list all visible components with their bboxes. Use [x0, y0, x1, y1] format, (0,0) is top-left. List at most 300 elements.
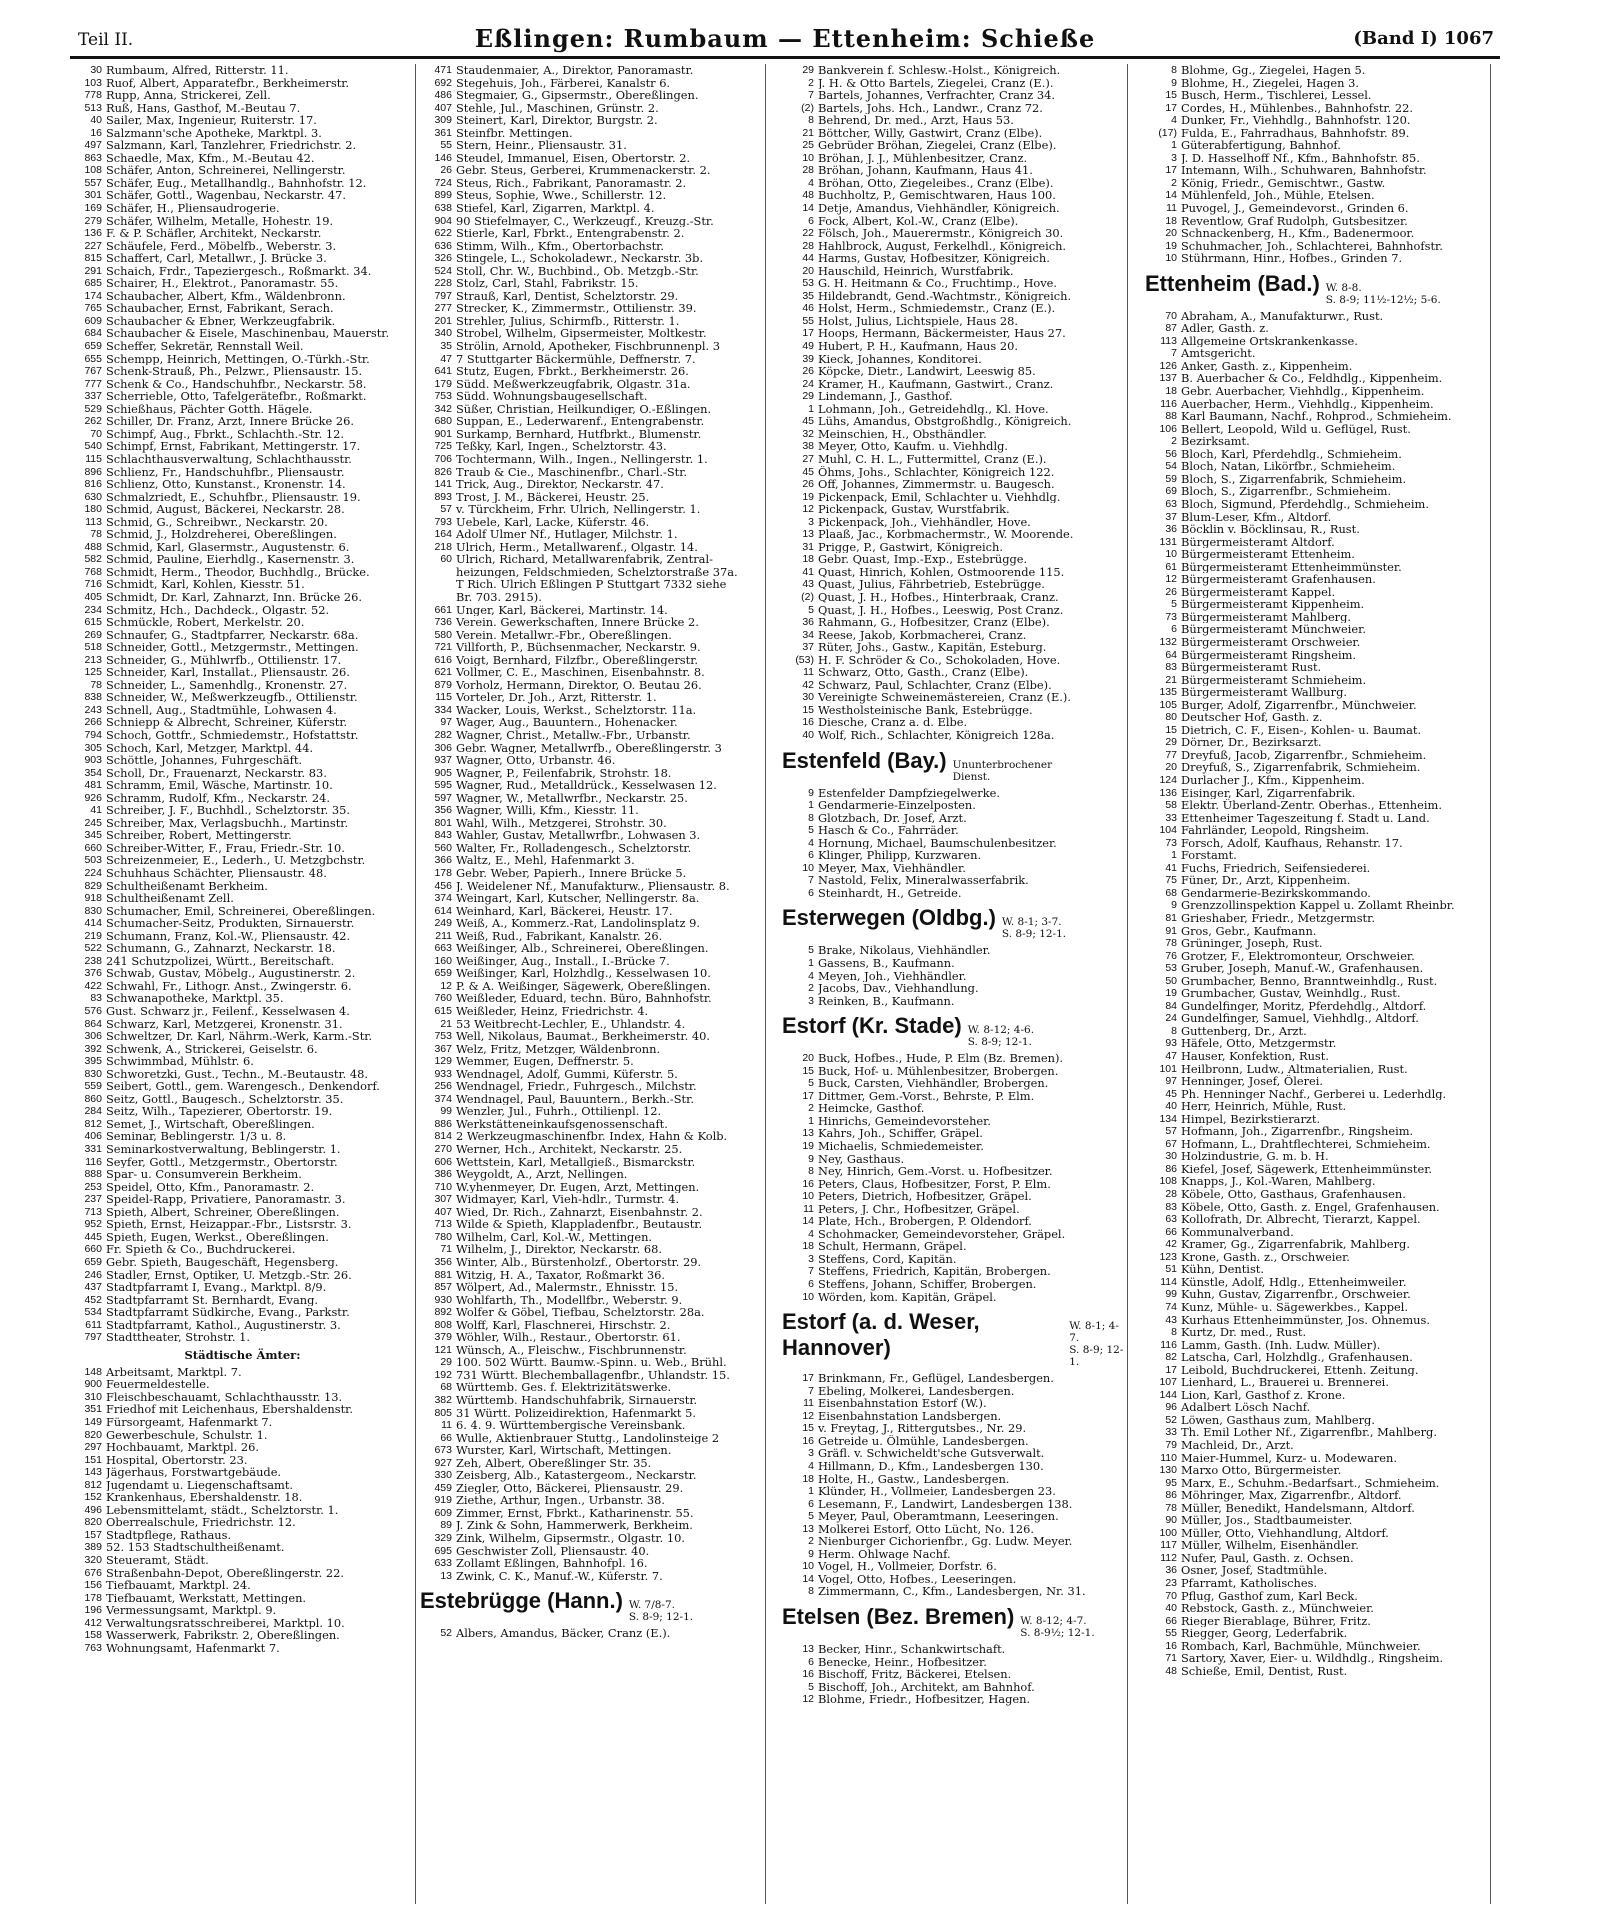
phone-number: 918	[84, 892, 102, 905]
directory-entry	[1145, 774, 1490, 787]
directory-entry	[420, 578, 765, 591]
directory-entry	[782, 127, 1127, 140]
directory-entry	[70, 804, 415, 817]
directory-entry	[70, 591, 415, 604]
entry-text: Kieck, Johannes, Konditorei.	[818, 352, 982, 366]
phone-number: 144	[1159, 1388, 1177, 1401]
directory-entry	[782, 629, 1127, 642]
entry-text: Bellert, Leopold, Wild u. Geflügel, Rust.	[1181, 422, 1411, 436]
entry-text: Kuhn, Gustav, Zigarrenfbr., Orschweier.	[1181, 1288, 1411, 1301]
entry-text: Hornung, Michael, Baumschulenbesitzer.	[818, 836, 1057, 850]
entry-text: Voigt, Bernhard, Filzfbr., Obereßlingerstr.	[456, 653, 699, 667]
directory-entry	[1145, 460, 1490, 473]
directory-entry	[782, 1077, 1127, 1090]
entry-text: Köbele, Otto, Gasthaus, Grafenhausen.	[1181, 1188, 1406, 1201]
directory-entry	[420, 1256, 765, 1269]
entry-text: Bröhan, Johann, Kaufmann, Haus 41.	[818, 164, 1033, 177]
entry-text: 7 Stuttgarter Bäckermühle, Deffnerstr. 7.	[456, 352, 696, 366]
entry-text: Müller, Benedikt, Handelsmann, Altdorf.	[1181, 1501, 1415, 1515]
phone-number: 137	[1159, 372, 1177, 385]
directory-entry	[782, 1485, 1127, 1498]
directory-entry	[1145, 1364, 1490, 1377]
entry-text: Stehle, Jul., Maschinen, Grünstr. 2.	[456, 101, 659, 115]
directory-entry	[1145, 1100, 1490, 1113]
place-name: Estebrügge (Hann.)	[420, 1588, 623, 1614]
entry-text: Lebensmittelamt, städt., Schelztorstr. 1.	[106, 1503, 339, 1517]
phone-number: 1	[1171, 139, 1177, 152]
directory-entry	[1145, 1125, 1490, 1138]
phone-number: 582	[84, 553, 102, 566]
directory-entry	[782, 837, 1127, 850]
entry-text: Albers, Amandus, Bäcker, Cranz (E.).	[456, 1627, 671, 1640]
directory-entry	[1145, 102, 1490, 115]
directory-entry	[70, 1466, 415, 1479]
phone-number: 815	[84, 252, 102, 265]
entry-text: Stadttheater, Strohstr. 1.	[106, 1331, 250, 1344]
directory-entry	[420, 1018, 765, 1031]
directory-entry	[420, 1419, 765, 1432]
entry-text: Fahrländer, Leopold, Ringsheim.	[1181, 824, 1370, 837]
phone-number: 753	[434, 390, 452, 403]
phone-number: 40	[1165, 1100, 1177, 1113]
entry-text: Schieße, Emil, Dentist, Rust.	[1181, 1664, 1348, 1678]
entry-text: Hahlbrock, August, Ferkelhdl., Königreich.	[818, 239, 1067, 253]
entry-text: Cordes, H., Mühlenbes., Bahnhofstr. 22.	[1181, 101, 1413, 115]
directory-entry	[782, 1190, 1127, 1203]
phone-number: 284	[84, 1105, 102, 1118]
phone-number: 3	[808, 1447, 814, 1460]
phone-number: 330	[434, 1469, 452, 1482]
place-heading	[782, 748, 1127, 783]
entry-text: Ph. Henninger Nachf., Gerberei u. Lederhdlg.	[1181, 1087, 1447, 1101]
directory-entry	[1145, 611, 1490, 624]
entry-text: Schneider, Gottl., Metzgermstr., Mettingen.	[106, 641, 359, 654]
phone-number: 67	[1165, 1137, 1177, 1150]
directory-entry	[782, 944, 1127, 957]
phone-number: 933	[434, 1067, 452, 1080]
directory-entry	[1145, 1464, 1490, 1477]
directory-entry	[420, 1627, 765, 1640]
entry-text: Steudel, Immanuel, Eisen, Obertorstr. 2.	[456, 151, 691, 165]
entry-text: Fleischbeschauamt, Schlachthausstr. 13.	[106, 1390, 343, 1404]
phone-number: 1	[808, 1485, 814, 1498]
directory-entry	[782, 1460, 1127, 1473]
directory-entry	[1145, 485, 1490, 498]
directory-entry	[782, 604, 1127, 617]
phone-number: 765	[84, 302, 102, 315]
phone-number: 326	[434, 252, 452, 265]
entry-text: Krankenhaus, Ebershaldenstr. 18.	[106, 1491, 303, 1504]
phone-number: 713	[434, 1218, 452, 1231]
entry-text: Rieger Bierablage, Bührer, Fritz.	[1181, 1614, 1371, 1628]
entry-text: 90 Stiefelmayer, C., Werkzeugf., Kreuzg.-Str.	[456, 214, 714, 228]
directory-entry	[70, 880, 415, 893]
entry-text: Auerbacher, Herm., Viehhdlg., Kippenheim.	[1181, 397, 1434, 411]
phone-number: 7	[808, 89, 814, 102]
directory-entry	[420, 1394, 765, 1407]
entry-text: Wasserwerk, Fabrikstr. 2, Obereßlingen.	[106, 1629, 340, 1642]
directory-entry	[1145, 152, 1490, 165]
phone-number: 21	[440, 1017, 452, 1030]
phone-number: 812	[84, 1478, 102, 1491]
directory-entry	[782, 566, 1127, 579]
phone-number: 180	[84, 503, 102, 516]
entry-text: Westholsteinische Bank, Estebrügge.	[818, 703, 1033, 717]
directory-entry	[1145, 711, 1490, 724]
entry-text: H. F. Schröder & Co., Schokoladen, Hove.	[818, 653, 1061, 667]
phone-number: 903	[84, 754, 102, 767]
entry-text: Strauß, Karl, Dentist, Schelztorstr. 29.	[456, 289, 679, 303]
phone-number: 91	[1165, 924, 1177, 937]
phone-number: 116	[1160, 1338, 1177, 1351]
directory-entry	[70, 315, 415, 328]
phone-number: 497	[84, 139, 102, 152]
directory-entry	[1145, 1075, 1490, 1088]
entry-text: Wolf, Rich., Schlachter, Königreich 128a.	[818, 728, 1055, 742]
phone-number	[420, 566, 456, 579]
phone-number: 266	[84, 716, 102, 729]
directory-entry	[420, 842, 765, 855]
service-hours: W. 8-12; 4-6. S. 8-9; 12-1.	[967, 1024, 1035, 1049]
directory-entry	[1145, 240, 1490, 253]
directory-entry	[420, 1105, 765, 1118]
phone-number: 5	[808, 1077, 814, 1090]
entry-text: Durlacher J., Kfm., Kippenheim.	[1181, 773, 1365, 787]
directory-entry	[420, 679, 765, 692]
entry-text: Wagner, Otto, Urbanstr. 46.	[456, 754, 616, 767]
directory-entry	[782, 641, 1127, 654]
phone-number: 10	[802, 1190, 814, 1203]
directory-entry	[420, 240, 765, 253]
phone-number: 630	[84, 490, 102, 503]
directory-entry	[70, 892, 415, 905]
directory-entry	[70, 1554, 415, 1567]
directory-entry	[782, 164, 1127, 177]
directory-entry	[420, 403, 765, 416]
directory-entry	[420, 139, 765, 152]
directory-entry	[70, 1281, 415, 1294]
entry-text: Detje, Amandus, Viehhändler, Königreich.	[818, 202, 1060, 215]
directory-entry	[70, 629, 415, 642]
phone-number: 123	[1159, 1250, 1177, 1263]
phone-number: 888	[84, 1168, 102, 1181]
directory-column-3	[782, 64, 1128, 1904]
entry-text: Wilhelm, Carl, Kol.-W., Mettingen.	[456, 1230, 653, 1244]
phone-number: 661	[434, 603, 452, 616]
phone-number: 301	[84, 189, 102, 202]
entry-text: Schmidt, Herm., Theodor, Buchhdlg., Brücke.	[106, 565, 370, 579]
phone-number: 684	[84, 327, 102, 340]
phone-number: 41	[802, 565, 814, 578]
entry-text: Weißinger, Alb., Schreinerei, Obereßlingen.	[456, 942, 709, 955]
directory-entry	[1145, 975, 1490, 988]
directory-entry	[782, 1278, 1127, 1291]
directory-entry	[782, 277, 1127, 290]
entry-text: Gebr. Auerbacher, Viehhdlg., Kippenheim.	[1181, 385, 1425, 398]
directory-entry	[70, 1604, 415, 1617]
phone-number: 422	[84, 979, 102, 992]
directory-entry	[420, 604, 765, 617]
directory-entry	[70, 1403, 415, 1416]
directory-entry	[70, 453, 415, 466]
directory-entry	[782, 491, 1127, 504]
phone-number: 35	[802, 289, 814, 302]
phone-number: 17	[1165, 101, 1177, 114]
phone-number: 129	[434, 1055, 452, 1068]
directory-entry	[70, 152, 415, 165]
phone-number: 38	[802, 440, 814, 453]
entry-text: Holst, Julius, Lichtspiele, Haus 28.	[818, 314, 1018, 328]
directory-entry	[70, 1642, 415, 1655]
entry-text: Weißinger, Aug., Install., I.-Brücke 7.	[456, 954, 670, 968]
directory-entry	[1145, 1376, 1490, 1389]
entry-text: Steinert, Karl, Direktor, Burgstr. 2.	[456, 114, 658, 127]
directory-entry	[70, 1491, 415, 1504]
entry-text: Kühn, Dentist.	[1181, 1263, 1264, 1276]
phone-number: 113	[85, 515, 102, 528]
entry-text: Schaffert, Carl, Metallwr., J. Brücke 3.	[106, 252, 327, 265]
phone-number: 9	[1171, 899, 1177, 912]
directory-entry	[1145, 64, 1490, 77]
phone-number: 2	[808, 1535, 814, 1548]
directory-entry	[1145, 1426, 1490, 1439]
directory-entry	[1145, 498, 1490, 511]
page-part-label: Teil II.	[78, 30, 134, 50]
directory-entry	[782, 716, 1127, 729]
phone-number: 15	[1165, 723, 1177, 736]
phone-number: 367	[434, 1042, 452, 1055]
directory-entry	[70, 64, 415, 77]
directory-entry	[782, 616, 1127, 629]
directory-entry	[420, 817, 765, 830]
directory-entry	[420, 804, 765, 817]
entry-text: Rebstock, Gasth. z., Münchweier.	[1181, 1602, 1374, 1615]
phone-number: 57	[440, 503, 452, 516]
directory-entry	[70, 215, 415, 228]
directory-entry	[420, 1168, 765, 1181]
phone-number: 17	[1165, 1363, 1177, 1376]
entry-text: Dunker, Fr., Viehhdlg., Bahnhofstr. 120.	[1181, 114, 1411, 127]
entry-text: Scholl, Dr., Frauenarzt, Neckarstr. 83.	[106, 766, 327, 780]
directory-entry	[782, 1385, 1127, 1398]
phone-number: 143	[84, 1466, 102, 1479]
entry-text: 52. 153 Stadtschultheißenamt.	[106, 1541, 285, 1554]
directory-entry	[420, 541, 765, 554]
entry-text: Bröhan, J. J., Mühlenbesitzer, Cranz.	[818, 151, 1028, 165]
directory-entry	[70, 992, 415, 1005]
phone-number: 43	[802, 578, 814, 591]
phone-number: 88	[1165, 410, 1177, 423]
directory-entry	[1145, 410, 1490, 423]
entry-text: Schreizenmeier, E., Lederh., U. Metzgbchstr.	[106, 854, 366, 867]
directory-entry	[420, 553, 765, 566]
directory-entry	[1145, 1414, 1490, 1427]
directory-entry	[782, 1510, 1127, 1523]
entry-text: Wagner, Christ., Metallw.-Fbr., Urbanstr.	[456, 728, 691, 742]
phone-number: 53	[802, 277, 814, 290]
phone-number: 18	[1165, 214, 1177, 227]
entry-text: Verwaltungsratsschreiberei, Marktpl. 10.	[106, 1616, 345, 1630]
directory-entry	[70, 302, 415, 315]
directory-entry	[70, 1206, 415, 1219]
entry-text: Nastold, Felix, Mineralwasserfabrik.	[818, 874, 1029, 887]
entry-text: Bloch, S., Zigarrenfbr., Schmieheim.	[1181, 485, 1392, 498]
entry-text: Hubert, P. H., Kaufmann, Haus 20.	[818, 340, 1018, 353]
directory-entry	[782, 666, 1127, 679]
directory-entry	[1145, 950, 1490, 963]
entry-text: Henninger, Josef, Ölerei.	[1181, 1075, 1324, 1088]
entry-text: Zollamt Eßlingen, Bahnhofpl. 16.	[456, 1557, 648, 1570]
entry-text: P. & A. Weißinger, Sägewerk, Obereßlingen.	[456, 979, 711, 993]
phone-number: 253	[84, 1180, 102, 1193]
directory-entry	[420, 1218, 765, 1231]
phone-number: 45	[1165, 1087, 1177, 1100]
directory-entry	[1145, 937, 1490, 950]
directory-entry	[1145, 1389, 1490, 1402]
directory-entry	[1145, 1150, 1490, 1163]
entry-text: Strecker, K., Zimmermstr., Ottilienstr. 39.	[456, 302, 697, 315]
phone-number: 29	[1165, 736, 1177, 749]
phone-number: 70	[1165, 309, 1177, 322]
directory-entry	[70, 1256, 415, 1269]
phone-number: 78	[90, 528, 102, 541]
phone-number: 43	[1165, 1313, 1177, 1326]
entry-text: Spar- u. Consumverein Berkheim.	[106, 1168, 302, 1181]
directory-entry	[1145, 887, 1490, 900]
phone-number: 838	[84, 691, 102, 704]
directory-entry	[782, 1422, 1127, 1435]
directory-entry	[782, 1115, 1127, 1128]
directory-entry	[782, 1203, 1127, 1216]
directory-entry	[1145, 787, 1490, 800]
phone-number: 540	[84, 440, 102, 453]
entry-text: Köbele, Otto, Gasth. z. Engel, Grafenhausen.	[1181, 1200, 1440, 1214]
entry-text: Scherrieble, Otto, Tafelgerätefbr., Roßmarkt.	[106, 390, 367, 403]
phone-number: 534	[84, 1306, 102, 1319]
phone-number: 376	[84, 967, 102, 980]
phone-number: 37	[802, 641, 814, 654]
place-heading	[420, 1588, 765, 1623]
directory-entry	[70, 654, 415, 667]
entry-text: Schaedle, Max, Kfm., M.-Beutau 42.	[106, 151, 315, 165]
entry-text: Kramer, Gg., Zigarrenfabrik, Mahlberg.	[1181, 1238, 1410, 1251]
directory-entry	[420, 164, 765, 177]
entry-text: Bloch, Karl, Pferdehdlg., Schmieheim.	[1181, 447, 1402, 461]
phone-number: 829	[84, 879, 102, 892]
phone-number: 40	[90, 114, 102, 127]
directory-entry	[420, 440, 765, 453]
phone-number: 87	[1165, 322, 1177, 335]
directory-entry	[782, 415, 1127, 428]
directory-entry	[1145, 1652, 1490, 1665]
directory-entry	[70, 265, 415, 278]
directory-entry	[70, 616, 415, 629]
directory-entry	[1145, 623, 1490, 636]
entry-text: Ziegler, Otto, Bäckerei, Pliensaustr. 29.	[456, 1481, 684, 1495]
entry-text: Schöttle, Johannes, Fuhrgeschäft.	[106, 754, 303, 767]
directory-entry	[1145, 1276, 1490, 1289]
directory-entry	[1145, 511, 1490, 524]
phone-number: 106	[1159, 422, 1177, 435]
entry-text: Rahmann, G., Hofbesitzer, Cranz (Elbe).	[818, 616, 1050, 629]
entry-text: Schaubacher & Eisele, Maschinenbau, Mauerstr.	[106, 327, 390, 341]
directory-entry	[782, 1265, 1127, 1278]
phone-number: 3	[1171, 151, 1177, 164]
entry-text: Wohlfarth, Th., Modellfbr., Weberstr. 9.	[456, 1293, 683, 1307]
entry-text: Jugendamt u. Liegenschaftsamt.	[106, 1478, 294, 1492]
directory-entry	[782, 353, 1127, 366]
directory-entry	[420, 227, 765, 240]
entry-text: Wöhler, Wilh., Restaur., Obertorstr. 61.	[456, 1331, 681, 1344]
entry-text: Hospital, Obertorstr. 23.	[106, 1453, 248, 1467]
entry-text: Kommunalverband.	[1181, 1225, 1294, 1239]
entry-text: Verein. Gewerkschaften, Innere Brücke 2.	[456, 616, 699, 629]
entry-text: Meyer, Max, Viehhändler.	[818, 861, 966, 875]
entry-text: Schiller, Dr. Franz, Arzt, Innere Brücke 26.	[106, 415, 355, 428]
directory-entry	[782, 1291, 1127, 1304]
phone-number: 218	[434, 540, 452, 553]
entry-text: Intemann, Wilh., Schuhwaren, Bahnhofstr.	[1181, 164, 1427, 177]
entry-text: Schwimmbad, Mühlstr. 6.	[106, 1055, 254, 1068]
phone-number: 8	[808, 811, 814, 824]
directory-entry	[1145, 1539, 1490, 1552]
phone-number: 51	[1165, 1263, 1177, 1276]
entry-text: Gewerbeschule, Schulstr. 1.	[106, 1428, 268, 1442]
phone-number: 96	[1165, 1401, 1177, 1414]
phone-number: 16	[802, 716, 814, 729]
phone-number: 706	[434, 452, 452, 465]
phone-number: 680	[434, 415, 452, 428]
entry-text: Schlienz, Otto, Kunstanst., Kronenstr. 14.	[106, 478, 346, 491]
phone-number: 56	[1165, 447, 1177, 460]
entry-text: Stoll, Chr. W., Buchbind., Ob. Metzgb.-Str.	[456, 264, 699, 278]
phone-number: 30	[802, 691, 814, 704]
entry-text: Th. Emil Lother Nf., Zigarrenfbr., Mahlberg.	[1181, 1426, 1437, 1439]
directory-entry	[70, 1479, 415, 1492]
directory-entry	[782, 1178, 1127, 1191]
entry-text: Buck, Hofbes., Hude, P. Elm (Bz. Bremen).	[818, 1052, 1064, 1065]
phone-number: 881	[434, 1268, 452, 1281]
phone-number: 105	[1159, 698, 1177, 711]
directory-entry	[70, 1181, 415, 1194]
phone-number: 20	[802, 264, 814, 277]
directory-entry	[70, 353, 415, 366]
entry-text: Bürgermeisteramt Grafenhausen.	[1181, 573, 1376, 586]
directory-entry	[70, 1516, 415, 1529]
directory-entry	[420, 1356, 765, 1369]
phone-number: 660	[84, 841, 102, 854]
entry-text: Böttcher, Willy, Gastwirt, Cranz (Elbe).	[818, 126, 1043, 140]
directory-entry	[70, 1143, 415, 1156]
entry-text: Seminar, Beblingerstr. 1/3 u. 8.	[106, 1130, 287, 1144]
phone-number: 238	[84, 954, 102, 967]
entry-text: Bürgermeisteramt Schmieheim.	[1181, 673, 1367, 687]
phone-number: 937	[434, 754, 452, 767]
phone-number: 7	[808, 874, 814, 887]
phone-number: 192	[434, 1368, 452, 1381]
phone-number: 611	[85, 1318, 102, 1331]
phone-number: 2	[808, 76, 814, 89]
directory-entry	[1145, 189, 1490, 202]
phone-number: 45	[802, 465, 814, 478]
entry-text: Osner, Josef, Stadtmühle.	[1181, 1564, 1328, 1577]
entry-text: Meinschien, H., Obsthändler.	[818, 427, 987, 441]
directory-entry	[782, 1681, 1127, 1694]
entry-text: Wemmer, Eugen, Deffnerstr. 5.	[456, 1055, 634, 1068]
entry-text: Teßky, Karl, Ingen., Schelztorstr. 43.	[456, 440, 667, 453]
entry-text: Schumann, G., Zahnarzt, Neckarstr. 18.	[106, 942, 336, 955]
entry-text: Wettstein, Karl, Metallgieß., Bismarckstr.	[456, 1155, 696, 1169]
